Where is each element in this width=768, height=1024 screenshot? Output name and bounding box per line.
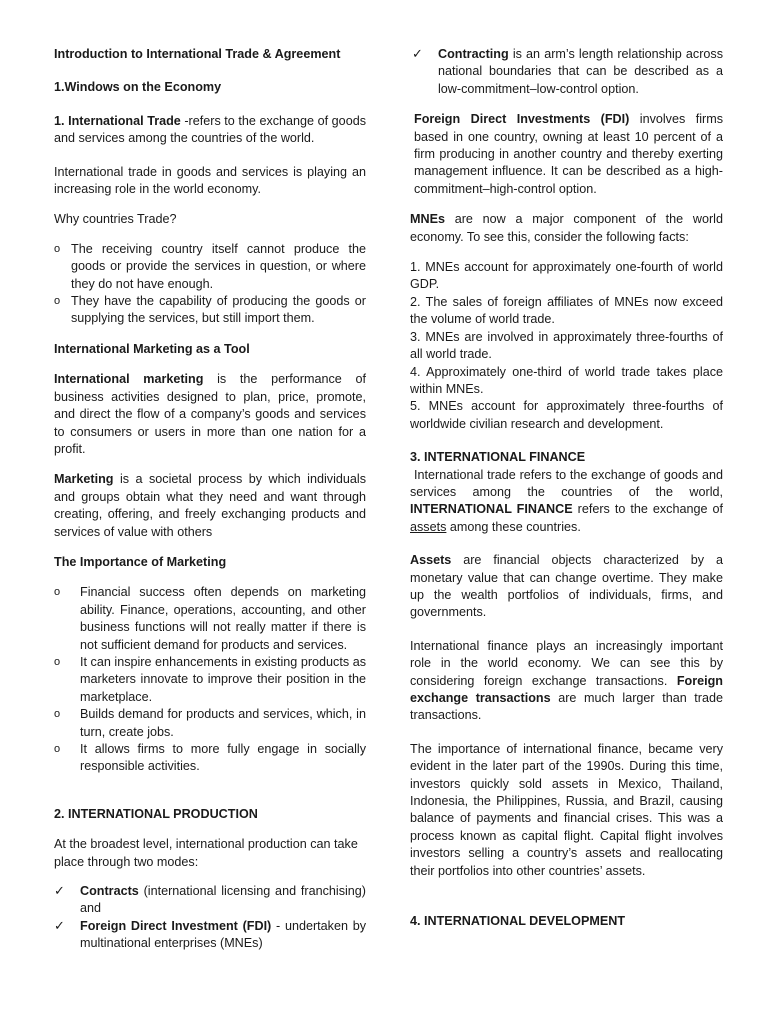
paragraph-international-trade: 1. International Trade -refers to the exchange of goods and services among the countries of the world. (54, 113, 366, 146)
section-heading-finance: 3. INTERNATIONAL FINANCE (410, 450, 586, 465)
mne-facts-list (410, 259, 723, 433)
right-column (410, 46, 723, 930)
list-item: o The receiving country itself cannot produce the goods or provide the services in question, or where they do not have enough. (54, 241, 366, 291)
paragraph-trade-role: International trade in goods and services is playing an increasing role in the world economy. (54, 164, 366, 197)
list-item: 1. MNEs account for approximately one-fourth of world GDP. (410, 260, 723, 292)
why-trade-heading: Why countries Trade? (54, 212, 177, 227)
paragraph-international-finance: International trade refers to the exchange of goods and services among the countries of the world, INTERNATIONAL FINANCE refers to the exchange of assets among these countries. (410, 467, 723, 534)
checkmark-icon: ✓ (54, 884, 65, 900)
contracting-list (412, 46, 723, 98)
list-item: 3. MNEs are involved in approximately three-fourths of all world trade. (410, 329, 723, 362)
circle-bullet-icon: o (54, 655, 61, 668)
paragraph-international-marketing: International marketing is the performance of business activities designed to plan, price, promote, and direct the flow of a company’s goods and services to consumers or users in more than one nation for a profit. (54, 372, 366, 456)
list-item: 4. Approximately one-third of world trade takes place within MNEs. (410, 364, 723, 396)
importance-heading: The Importance of Marketing (54, 554, 227, 569)
paragraph-mnes: MNEs are now a major component of the world economy. To see this, consider the following facts: (410, 212, 723, 244)
section-heading-production: 2. INTERNATIONAL PRODUCTION (54, 806, 258, 821)
list-item: o Builds demand for products and services, which, in turn, create jobs. (54, 707, 366, 739)
section-heading-development: 4. INTERNATIONAL DEVELOPMENT (410, 914, 626, 929)
paragraph-marketing: Marketing is a societal process by which individuals and groups obtain what they need and want through creating, offering, and freely exchanging products and services of value with others (54, 472, 366, 539)
section-heading-windows: 1.Windows on the Economy (54, 80, 222, 95)
paragraph-production: At the broadest level, international production can take place through two modes: (54, 837, 358, 869)
list-item: ✓ Foreign Direct Investment (FDI) - undertaken by multinational enterprises (MNEs) (54, 918, 367, 951)
circle-bullet-icon: o (54, 242, 61, 255)
paragraph-finance-role: International finance plays an increasingly important role in the world economy. We can see this by considering foreign exchange transactions. Foreign exchange transactions are much larger than trade transactions. (410, 638, 724, 723)
paragraph-finance-importance: The importance of international finance, became very evident in the later part of the 1990s. During this time, investors quickly sold assets in Mexico, Thailand, Indonesia, the Philippines, Russia, and Brazil, causing balance of payments and financial crises. This was a process known as capital flight. Capital flight involves investors selling a country’s assets and reallocating their portfolios into other countries’ assets. (410, 741, 723, 878)
importance-list (54, 584, 366, 775)
list-item: 2. The sales of foreign affiliates of MNEs now exceed the volume of world trade. (410, 294, 723, 327)
list-item: ✓ Contracting is an arm’s length relationship across national boundaries that can be described as a low-commitment–low-control option. (412, 47, 723, 96)
circle-bullet-icon: o (54, 295, 61, 308)
why-trade-list (54, 241, 366, 328)
production-modes-list (54, 883, 366, 953)
list-item: 5. MNEs account for approximately three-fourths of worldwide civilian research and development. (410, 399, 723, 431)
list-item: o Financial success often depends on marketing ability. Finance, operations, accounting, and other business functions will not really matter if there is not sufficient demand for products and services. (54, 585, 366, 652)
list-item: o It allows firms to more fully engage in socially responsible activities. (54, 742, 366, 774)
circle-bullet-icon: o (54, 743, 61, 755)
circle-bullet-icon: o (54, 708, 61, 721)
list-item: o It can inspire enhancements in existing products as marketers innovate to improve their position in the marketplace. (54, 654, 366, 704)
circle-bullet-icon: o (54, 586, 61, 599)
list-item: o They have the capability of producing the goods or supplying the services, but still import them. (54, 294, 366, 326)
document-title: Introduction to International Trade & Agreement (54, 47, 341, 61)
checkmark-icon: ✓ (54, 918, 65, 934)
paragraph-fdi: Foreign Direct Investments (FDI) involves firms based in one country, owning at least 10 percent of a firm producing in another country and thereby exerting management influence. It can be described as a high-commitment–high-control option. (414, 112, 723, 196)
checkmark-icon: ✓ (412, 47, 423, 62)
paragraph-assets: Assets are financial objects characterized by a monetary value that can change overtime. They make up the wealth portfolios of individuals, firms, and governments. (410, 553, 723, 620)
list-item: ✓ Contracts (international licensing and franchising) and (54, 884, 366, 916)
marketing-tool-heading: International Marketing as a Tool (54, 341, 250, 356)
left-column (54, 46, 366, 953)
